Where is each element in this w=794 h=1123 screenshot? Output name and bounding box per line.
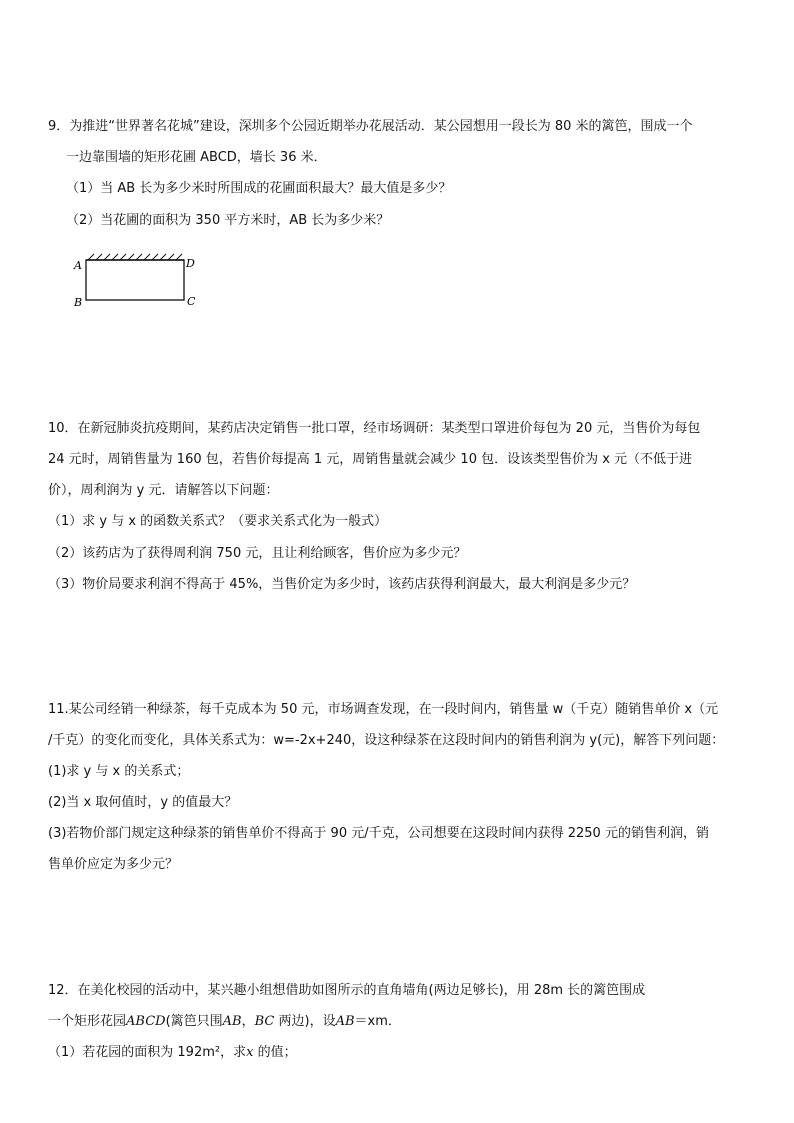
p11-line1: 11.某公司经销一种绿茶，每千克成本为 50 元，市场调查发现，在一段时间内，销售量 w（千克）随销售单价 x（元 (48, 702, 719, 717)
p12-q1-x: x (246, 1045, 254, 1060)
p12-abcd: ABCD (126, 1014, 166, 1029)
p12-bc: BC (254, 1014, 275, 1029)
p9-question-2: （2）当花圃的面积为 350 平方米时，AB 长为多少米？ (66, 213, 390, 228)
p12-question-1 (48, 1044, 297, 1062)
p12-line2-end: ＝xm． (354, 1014, 401, 1029)
garden-rectangle (86, 260, 184, 300)
p11-question-3b: 售单价应定为多少元？ (48, 857, 179, 872)
p9-line2: 一边靠围墙的矩形花圃 ABCD，墙长 36 米． (66, 150, 327, 165)
p10-line1: 10．在新冠肺炎抗疫期间，某药店决定销售一批口罩，经市场调研：某类型口罩进价每包为 20 元，当售价为每包 (48, 421, 701, 436)
p12-line2 (48, 1013, 401, 1031)
p12-line1: 12．在美化校园的活动中，某兴趣小组想借助如图所示的直角墙角(两边足够长)，用 28m 长的篱笆围成 (48, 983, 646, 998)
p11-question-3a: (3)若物价部门规定这种绿茶的销售单价不得高于 90 元/千克，公司想要在这段时间内获得 2250 元的销售利润，销 (48, 826, 709, 841)
p11-question-1: (1)求 y 与 x 的关系式； (48, 764, 190, 779)
p10-line2: 24 元时，周销售量为 160 包，若售价每提高 1 元，周销售量就会减少 10 包．设该类型售价为 x 元（不低于进 (48, 452, 693, 467)
p10-question-2: （2）该药店为了获得周利润 750 元，且让利给顾客，售价应为多少元？ (48, 546, 467, 561)
p10-line3: 价），周利润为 y 元．请解答以下问题： (48, 483, 279, 498)
p10-question-3: （3）物价局要求利润不得高于 45%，当售价定为多少时，该药店获得利润最大，最大利润是多少元？ (48, 577, 636, 592)
p12-q1-pre: （1）若花园的面积为 192m²，求 (48, 1045, 247, 1060)
p9-line1: 9．为推进“世界著名花城”建设，深圳多个公园近期举办花展活动．某公园想用一段长为 80 米的篱笆，围成一个 (48, 119, 693, 134)
p12-line2-mid2: ， (241, 1014, 255, 1029)
p9-question-1: （1）当 AB 长为多少米时所围成的花圃面积最大？最大值是多少？ (66, 181, 452, 196)
p12-line2-mid3: 两边)，设 (274, 1014, 336, 1029)
p12-ab-2: AB (335, 1014, 355, 1029)
p11-question-2: (2)当 x 取何值时，y 的值最大？ (48, 795, 238, 810)
p10-question-1: （1）求 y 与 x 的函数关系式？（要求关系式化为一般式） (48, 514, 388, 529)
garden-figure (66, 252, 206, 312)
label-d: D (186, 257, 195, 270)
p12-ab: AB (222, 1014, 242, 1029)
label-a: A (74, 259, 82, 272)
wall-hatching (88, 254, 182, 260)
p11-line2: /千克）的变化而变化，具体关系式为：w=-2x+240，设这种绿茶在这段时间内的销售利润为 y(元)，解答下列问题： (48, 733, 725, 748)
label-c: C (187, 295, 196, 308)
label-b: B (74, 296, 83, 309)
p12-line2-pre: 一个矩形花园 (48, 1014, 127, 1029)
p12-line2-mid1: (篱笆只围 (165, 1014, 223, 1029)
p12-q1-end: 的值； (253, 1045, 297, 1060)
